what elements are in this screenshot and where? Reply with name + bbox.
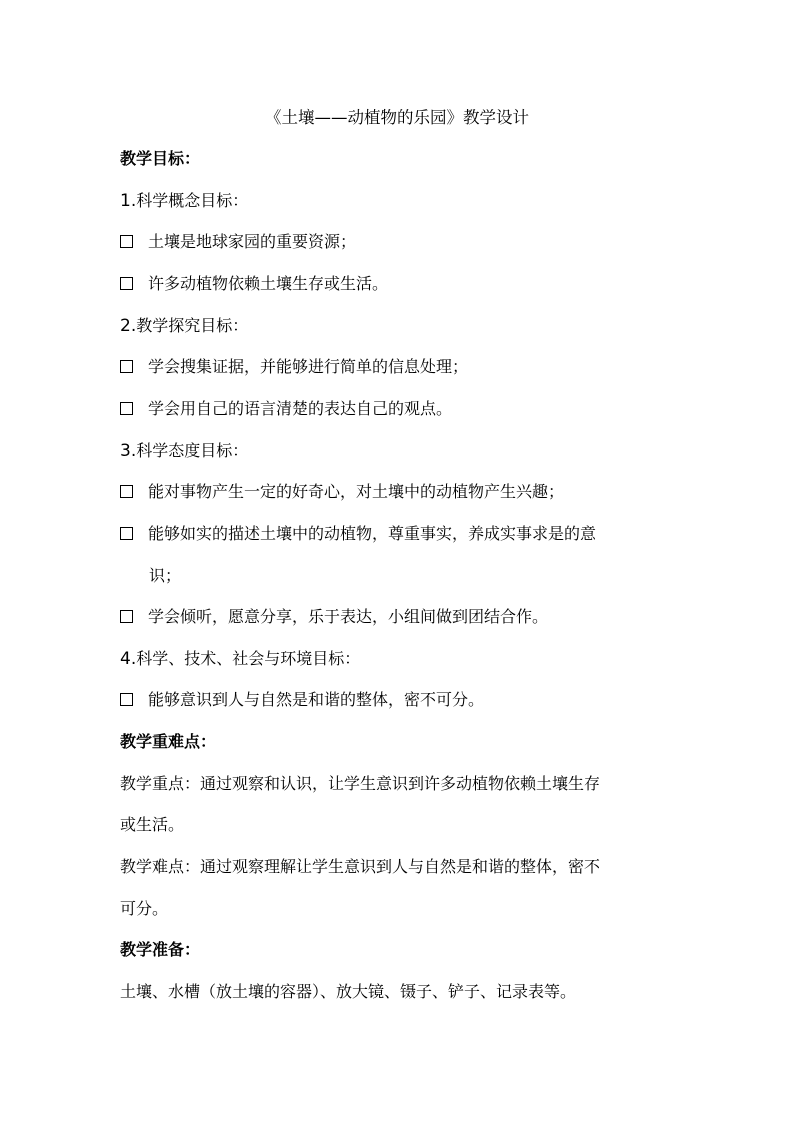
checkbox-icon <box>120 360 133 373</box>
section-label: 科学概念目标： <box>136 191 249 210</box>
checkbox-icon <box>120 277 133 290</box>
checklist-item-text: 许多动植物依赖土壤生存或生活。 <box>148 274 389 293</box>
checklist-item <box>120 480 564 504</box>
checkbox-icon <box>120 610 133 623</box>
checklist-item-text: 能对事物产生一定的好奇心，对土壤中的动植物产生兴趣； <box>148 482 565 501</box>
section-number: 1. <box>120 191 137 211</box>
section-label: 教学探究目标： <box>136 316 249 335</box>
key-points-heading: 教学重难点： <box>120 732 217 751</box>
section-number: 2. <box>120 316 137 336</box>
section-3-heading <box>120 439 248 463</box>
checkbox-icon <box>120 402 133 415</box>
checklist-item <box>120 688 484 712</box>
checklist-item-text: 能够意识到人与自然是和谐的整体，密不可分。 <box>148 690 485 709</box>
checklist-item <box>120 272 388 296</box>
difficult-point-text-continuation: 可分。 <box>120 899 169 918</box>
checklist-item-continuation: 识； <box>149 566 182 585</box>
checklist-item <box>120 522 596 546</box>
checklist-item <box>120 355 468 379</box>
section-number: 3. <box>120 441 137 461</box>
checklist-item-text: 学会搜集证据，并能够进行简单的信息处理； <box>148 357 469 376</box>
section-2-heading <box>120 314 248 338</box>
checkbox-icon <box>120 527 133 540</box>
checkbox-icon <box>120 693 133 706</box>
key-point-text: 教学重点：通过观察和认识，让学生意识到许多动植物依赖土壤生存 <box>120 774 601 793</box>
preparation-heading: 教学准备： <box>120 940 201 959</box>
checklist-item <box>120 397 452 421</box>
section-label: 科学、技术、社会与环境目标： <box>136 649 361 668</box>
key-point-text-continuation: 或生活。 <box>120 815 185 834</box>
checkbox-icon <box>120 235 133 248</box>
section-4-heading <box>120 647 360 671</box>
checklist-item-text: 能够如实的描述土壤中的动植物，尊重事实，养成实事求是的意 <box>148 524 597 543</box>
document-title: 《土壤——动植物的乐园》教学设计 <box>265 108 529 127</box>
checklist-item-text: 学会倾听，愿意分享，乐于表达，小组间做到团结合作。 <box>148 607 549 626</box>
section-label: 科学态度目标： <box>136 441 249 460</box>
section-1-heading <box>120 189 248 213</box>
checklist-item <box>120 230 356 254</box>
difficult-point-text: 教学难点：通过观察理解让学生意识到人与自然是和谐的整体，密不 <box>120 857 601 876</box>
section-number: 4. <box>120 649 137 669</box>
checklist-item <box>120 605 548 629</box>
preparation-text: 土壤、水槽（放土壤的容器）、放大镜、镊子、铲子、记录表等。 <box>120 982 577 1001</box>
objectives-heading: 教学目标： <box>120 149 201 168</box>
checkbox-icon <box>120 485 133 498</box>
checklist-item-text: 学会用自己的语言清楚的表达自己的观点。 <box>148 399 453 418</box>
checklist-item-text: 土壤是地球家园的重要资源； <box>148 232 357 251</box>
